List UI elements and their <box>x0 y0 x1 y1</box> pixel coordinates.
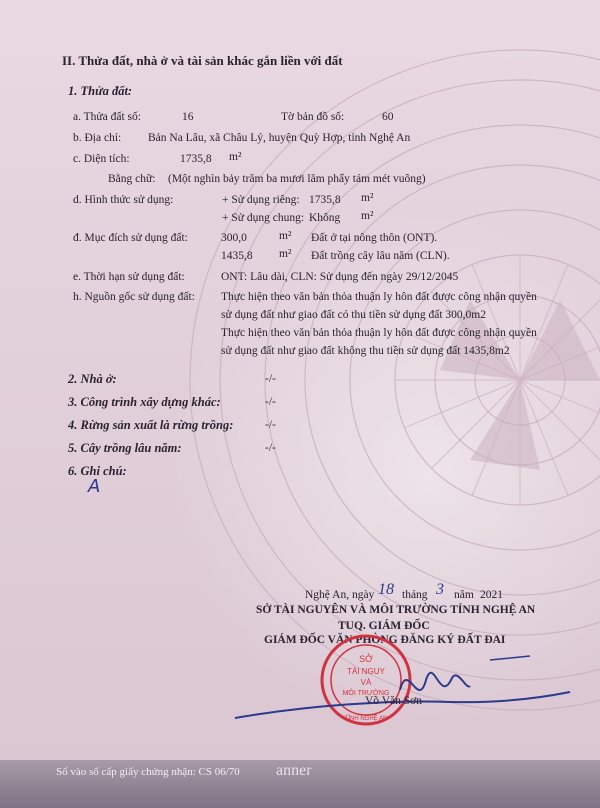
house-label: 2. Nhà ở: <box>68 372 117 386</box>
footer-strip <box>0 760 600 808</box>
private-use-unit: m² <box>361 192 374 204</box>
usage-form-label: d. Hình thức sử dụng: <box>73 194 174 206</box>
parcel-number-value: 16 <box>182 111 194 123</box>
registry-number: Số vào sổ cấp giấy chứng nhận: CS 06/70 <box>56 766 240 778</box>
purpose-2-value: 1435,8 <box>221 250 253 262</box>
land-heading: 1. Thửa đất: <box>68 84 133 98</box>
common-use-unit: m² <box>361 210 374 222</box>
map-sheet-label: Tờ bản đồ số: <box>281 111 345 123</box>
origin-line-3: Thực hiện theo văn bản thỏa thuận ly hôn đất được công nhận quyền <box>221 327 537 339</box>
signer-name: Võ Văn Sơn <box>365 695 422 707</box>
signer-authority: TUQ. GIÁM ĐỐC <box>338 620 430 632</box>
perennial-label: 5. Cây trồng lâu năm: <box>68 441 182 455</box>
issuing-org: SỞ TÀI NGUYÊN VÀ MÔI TRƯỜNG TỈNH NGHỆ AN <box>256 604 536 616</box>
forest-label: 4. Rừng sản xuất là rừng trồng: <box>68 418 234 432</box>
stamp-text-bottom: TỈNH NGHỆ AN <box>344 716 388 722</box>
common-use-value: Không <box>309 212 341 224</box>
origin-line-4: sử dụng đất như giao đất không thu tiền sử dụng đất 1435,8m2 <box>221 345 510 357</box>
address-label: b. Địa chỉ: <box>73 132 122 144</box>
stamp-text-line2: TÀI NGUY <box>347 667 385 676</box>
signer-title: GIÁM ĐỐC VĂN PHÒNG ĐĂNG KÝ ĐẤT ĐAI <box>264 634 506 646</box>
area-words-label: Bằng chữ: <box>108 173 156 185</box>
origin-line-2: sử dụng đất như giao đất có thu tiền sử dụng đất 300,0m2 <box>221 309 486 321</box>
notes-label: 6. Ghi chú: <box>68 464 127 478</box>
parcel-number-label: a. Thửa đất số: <box>73 111 141 123</box>
address-value: Bản Na Lâu, xã Châu Lý, huyện Quỳ Hợp, tỉnh Nghệ An <box>148 132 411 144</box>
purpose-1-desc: Đất ở tại nông thôn (ONT). <box>311 232 438 244</box>
scanner-watermark: anner <box>276 762 312 779</box>
origin-line-1: Thực hiện theo văn bản thỏa thuận ly hôn đất được công nhận quyền <box>221 291 537 303</box>
purpose-1-unit: m² <box>279 230 292 242</box>
date-prefix: Nghệ An, ngày <box>305 589 375 601</box>
house-value: -/- <box>265 373 276 385</box>
date-day: 18 <box>378 581 394 598</box>
date-month: 3 <box>436 581 444 598</box>
area-value: 1735,8 <box>180 153 212 165</box>
common-use-label: + Sử dụng chung: <box>222 212 305 224</box>
stamp-text-line3: VÀ <box>360 678 372 687</box>
origin-label: h. Nguồn gốc sử dụng đất: <box>73 291 195 303</box>
term-label: e. Thời hạn sử dụng đất: <box>73 271 185 283</box>
private-use-label: + Sử dụng riêng: <box>222 194 300 206</box>
area-label: c. Diện tích: <box>73 153 130 165</box>
area-words-value: (Một nghìn bảy trăm ba mươi lăm phẩy tám mét vuông) <box>168 173 426 185</box>
purpose-2-unit: m² <box>279 248 292 260</box>
area-unit: m² <box>229 151 242 163</box>
map-sheet-value: 60 <box>382 111 394 123</box>
stamp-text-line4: MÔI TRƯỜNG <box>342 690 390 697</box>
date-year: 2021 <box>480 589 503 601</box>
purpose-label: đ. Mục đích sử dụng đất: <box>73 232 188 244</box>
handwritten-mark: A <box>88 476 101 497</box>
stamp-text-top: SỞ <box>359 654 373 664</box>
other-construction-value: -/- <box>265 396 276 408</box>
section-title: II. Thửa đất, nhà ở và tài sản khác gắn liền với đất <box>62 53 343 68</box>
private-use-value: 1735,8 <box>309 194 341 206</box>
purpose-1-value: 300,0 <box>221 232 247 244</box>
purpose-2-desc: Đất trồng cây lâu năm (CLN). <box>311 250 450 262</box>
signature-strokes <box>230 650 600 730</box>
date-month-prefix: tháng <box>402 589 428 601</box>
forest-value: -/- <box>265 419 276 431</box>
date-year-prefix: năm <box>454 589 474 601</box>
other-construction-label: 3. Công trình xây dựng khác: <box>68 395 221 409</box>
perennial-value: -/- <box>265 442 276 454</box>
term-value: ONT: Lâu dài, CLN: Sử dụng đến ngày 29/12/2045 <box>221 271 459 283</box>
